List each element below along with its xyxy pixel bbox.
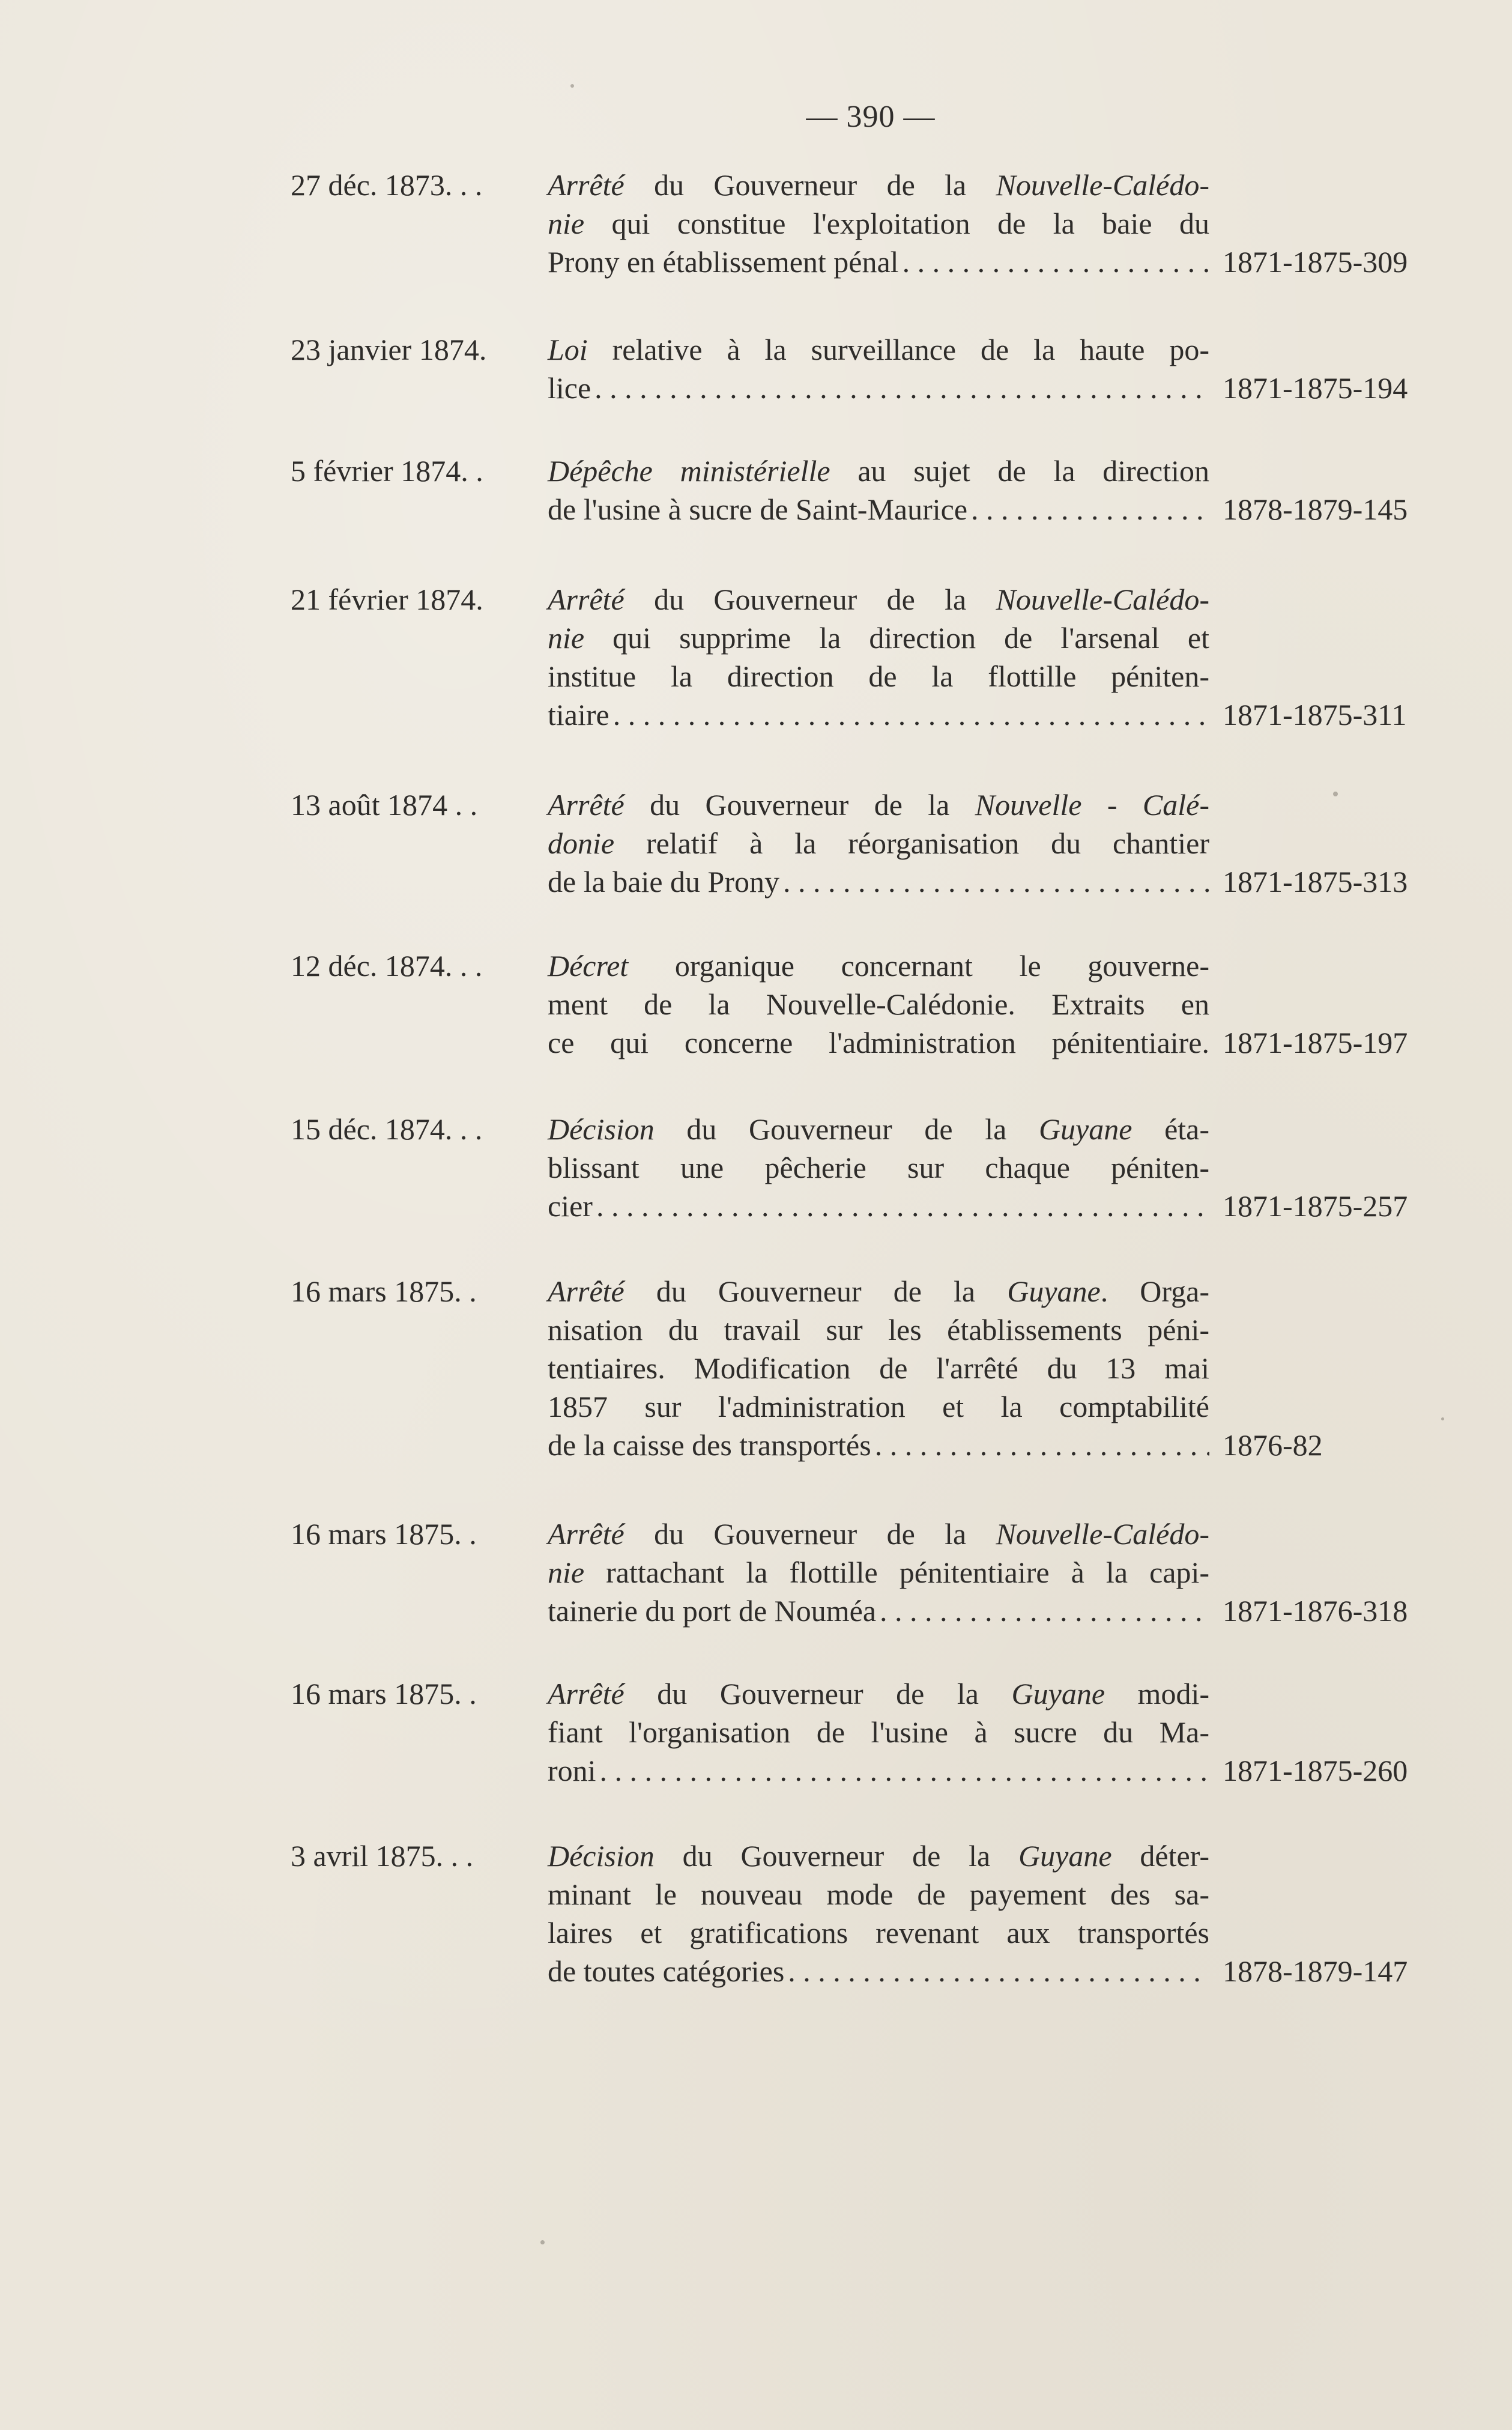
entry-description [548, 330, 1209, 407]
leader-dots [779, 862, 1209, 901]
entry-reference: 1871-1875-260 [1223, 1754, 1408, 1787]
entry-line: Arrêté du Gouverneur de la Nouvelle-Calédo- [548, 1517, 1209, 1551]
entry-line: donie relatif à la réorganisation du chantier [548, 826, 1209, 860]
entry-line: Loi relative à la surveillance de la haute po- [548, 333, 1209, 366]
entry-line: cier . . . [548, 1187, 1209, 1225]
entry-reference: 1876-82 [1223, 1428, 1323, 1462]
paper-speck [540, 2240, 545, 2244]
entry-description [548, 1272, 1209, 1464]
entry-reference: 1871-1875-309 [1223, 245, 1408, 279]
entry-reference: 1871-1875-313 [1223, 865, 1408, 898]
entry-line: Arrêté du Gouverneur de la Nouvelle-Calédo- [548, 168, 1209, 202]
entry-reference: 1871-1875-194 [1223, 371, 1408, 405]
entry-line: roni . . . [548, 1751, 1209, 1790]
entry-line: laires et gratifications revenant aux transportés [548, 1916, 1209, 1950]
entry-date: 21 février 1874. [291, 583, 483, 616]
entry-line: Décision du Gouverneur de la Guyane déter- [548, 1839, 1209, 1873]
leader-dots [591, 369, 1209, 407]
entry-reference: 1871-1875-197 [1223, 1026, 1408, 1059]
entry-description [548, 786, 1209, 901]
entry-line: Arrêté du Gouverneur de la Guyane. Orga- [548, 1274, 1209, 1308]
entry-description [548, 1515, 1209, 1630]
entry-date: 27 déc. 1873. . . [291, 168, 483, 202]
entry-date: 13 août 1874 . . [291, 788, 478, 822]
entry-line: ce qui concerne l'administration pénitentiaire. [548, 1026, 1209, 1059]
leader-dots [899, 243, 1209, 281]
entry-description [548, 452, 1209, 529]
leader-dots [609, 695, 1209, 734]
leader-dots [593, 1187, 1209, 1225]
entry-line: de toutes catégories . . . [548, 1952, 1209, 1990]
entry-line: tiaire . . . [548, 695, 1209, 734]
entry-reference: 1878-1879-145 [1223, 492, 1408, 526]
leader-dots [967, 490, 1209, 529]
entry-date: 5 février 1874. . [291, 454, 483, 488]
entry-date: 15 déc. 1874. . . [291, 1112, 483, 1146]
entry-description [548, 1674, 1209, 1790]
entry-date: 16 mars 1875. . [291, 1677, 477, 1710]
entry-reference: 1871-1876-318 [1223, 1594, 1408, 1628]
entry-date: 16 mars 1875. . [291, 1274, 477, 1308]
entry-reference: 1878-1879-147 [1223, 1954, 1408, 1988]
entry-line: de la caisse des transportés . . . [548, 1426, 1209, 1464]
entry-date: 3 avril 1875. . . [291, 1839, 474, 1873]
leader-dots [784, 1952, 1209, 1990]
paper-speck [570, 84, 574, 88]
entry-line: Arrêté du Gouverneur de la Guyane modi- [548, 1677, 1209, 1710]
entry-line: 1857 sur l'administration et la comptabilité [548, 1390, 1209, 1423]
entry-date: 23 janvier 1874. [291, 333, 487, 366]
entry-description [548, 947, 1209, 1062]
entry-line: nie rattachant la flottille pénitentiaire à la capi- [548, 1556, 1209, 1589]
leader-dots [596, 1751, 1209, 1790]
entry-line: Prony en établissement pénal . . . [548, 243, 1209, 281]
entry-line: de l'usine à sucre de Saint-Maurice . . . [548, 490, 1209, 529]
entry-line: tainerie du port de Nouméa . . . [548, 1592, 1209, 1630]
entry-line: blissant une pêcherie sur chaque péniten- [548, 1151, 1209, 1184]
entry-reference: 1871-1875-311 [1223, 698, 1407, 732]
leader-dots [876, 1592, 1209, 1630]
entry-description [548, 580, 1209, 734]
paper-speck [1441, 1417, 1444, 1420]
page-number: — 390 — [806, 100, 936, 134]
entry-line: nie qui supprime la direction de l'arsenal et [548, 621, 1209, 655]
entry-line: de la baie du Prony . . . [548, 862, 1209, 901]
entry-line: Arrêté du Gouverneur de la Nouvelle-Calédo- [548, 583, 1209, 616]
entry-reference: 1871-1875-257 [1223, 1189, 1408, 1223]
entry-line: fiant l'organisation de l'usine à sucre du Ma- [548, 1715, 1209, 1749]
entry-line: Décret organique concernant le gouverne- [548, 949, 1209, 983]
entry-line: Arrêté du Gouverneur de la Nouvelle - Calé- [548, 788, 1209, 822]
leader-dots [871, 1426, 1209, 1464]
entry-line: Décision du Gouverneur de la Guyane éta- [548, 1112, 1209, 1146]
entry-line: tentiaires. Modification de l'arrêté du 13 mai [548, 1351, 1209, 1385]
entry-line: minant le nouveau mode de payement des sa- [548, 1877, 1209, 1911]
paper-speck [1333, 792, 1338, 796]
entry-description [548, 1837, 1209, 1990]
entry-line: nie qui constitue l'exploitation de la baie du [548, 207, 1209, 240]
entry-description [548, 1110, 1209, 1225]
entry-line: Dépêche ministérielle au sujet de la direction [548, 454, 1209, 488]
entry-line: lice . . . [548, 369, 1209, 407]
entry-line: institue la direction de la flottille péniten- [548, 659, 1209, 693]
entry-date: 12 déc. 1874. . . [291, 949, 483, 983]
entry-date: 16 mars 1875. . [291, 1517, 477, 1551]
entry-line: ment de la Nouvelle-Calédonie. Extraits en [548, 987, 1209, 1021]
entry-line: nisation du travail sur les établissements péni- [548, 1313, 1209, 1347]
entry-description [548, 166, 1209, 281]
